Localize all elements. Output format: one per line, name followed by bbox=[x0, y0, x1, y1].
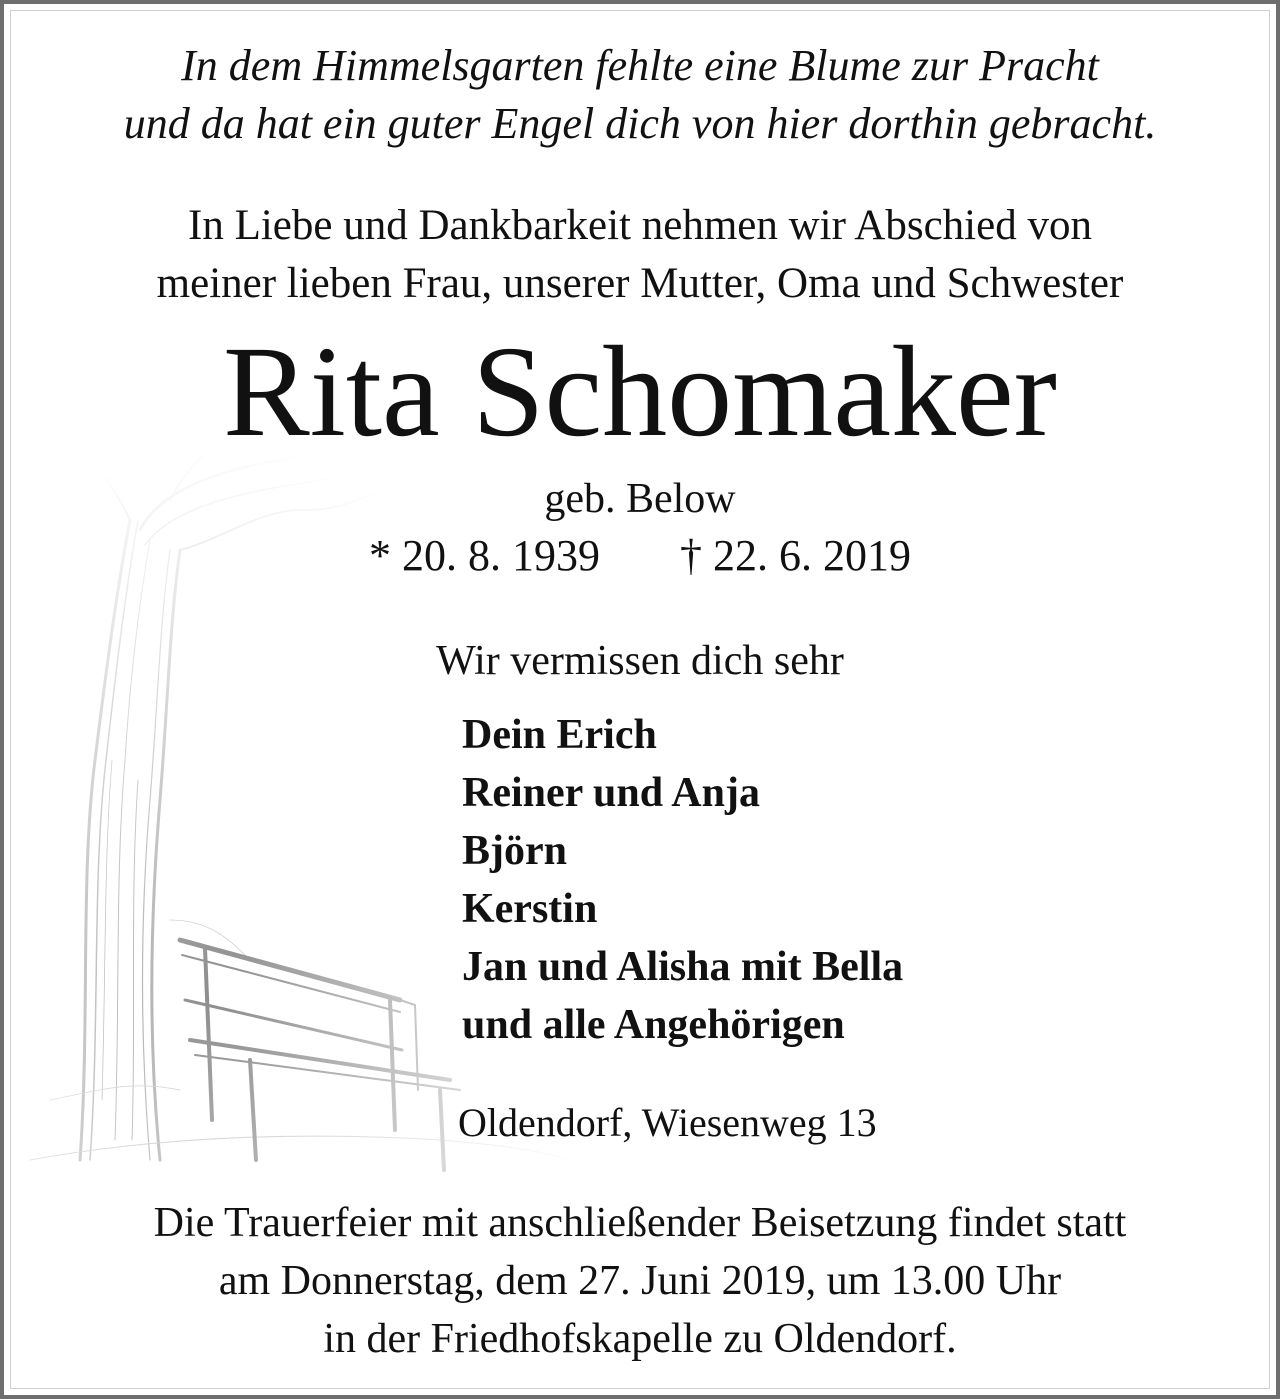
service-line-1: Die Trauerfeier mit anschließender Beisetzung findet statt bbox=[153, 1200, 1127, 1246]
mourner-6: und alle Angehörigen bbox=[462, 1002, 845, 1048]
mourner-4: Kerstin bbox=[462, 886, 598, 932]
birth-date: * 20. 8. 1939 bbox=[369, 531, 600, 580]
intro-line-1: In Liebe und Dankbarkeit nehmen wir Abschied von bbox=[188, 202, 1092, 249]
service-line-2: am Donnerstag, dem 27. Juni 2019, um 13.00 Uhr bbox=[218, 1258, 1062, 1304]
service-line-3: in der Friedhofskapelle zu Oldendorf. bbox=[323, 1316, 957, 1362]
mourner-2: Reiner und Anja bbox=[462, 770, 760, 816]
verse-line-2: und da hat ein guter Engel dich von hier dorthin gebracht. bbox=[123, 99, 1157, 148]
intro-line-2: meiner lieben Frau, unserer Mutter, Oma und Schwester bbox=[156, 260, 1124, 307]
mourner-5: Jan und Alisha mit Bella bbox=[462, 944, 904, 990]
mourner-3: Björn bbox=[462, 828, 567, 874]
life-dates bbox=[0, 530, 1280, 582]
death-date: † 22. 6. 2019 bbox=[680, 531, 911, 580]
missing-text: Wir vermissen dich sehr bbox=[436, 638, 844, 684]
verse-line-1: In dem Himmelsgarten fehlte eine Blume zur Pracht bbox=[181, 41, 1099, 90]
mourner-1: Dein Erich bbox=[462, 712, 657, 758]
address: Oldendorf, Wiesenweg 13 bbox=[458, 1100, 877, 1145]
deceased-name: Rita Schomaker bbox=[223, 320, 1057, 464]
maiden-name: geb. Below bbox=[544, 476, 736, 522]
